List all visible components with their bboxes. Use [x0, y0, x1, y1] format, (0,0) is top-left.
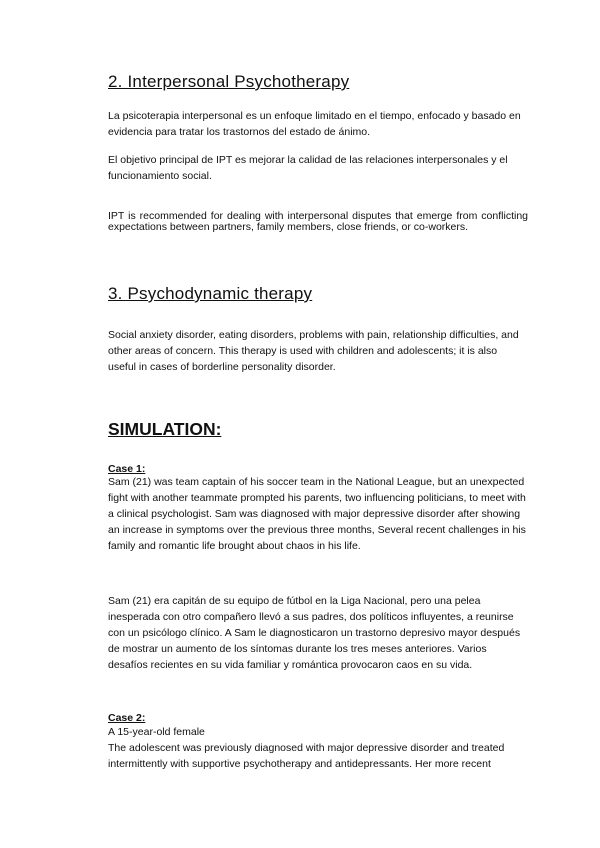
section-2-paragraph-2: El objetivo principal de IPT es mejorar la calidad de las relaciones interpersonales y el funcionamiento social.	[108, 154, 508, 182]
case-2-subtitle: A 15-year-old female	[108, 726, 205, 738]
case-2-label: Case 2:	[108, 712, 146, 724]
section-2-heading: 2. Interpersonal Psychotherapy	[108, 72, 350, 91]
section-2-paragraph-1: La psicoterapia interpersonal es un enfoque limitado en el tiempo, enfocado y basado en evidencia para tratar los trastornos del estado de ánimo.	[108, 110, 521, 138]
simulation-heading: SIMULATION:	[108, 419, 222, 439]
case-2-text: The adolescent was previously diagnosed with major depressive disorder and treated intermittently with supportive psychotherapy and antidepressants. Her more recent	[108, 742, 505, 770]
case-1-spanish-text: Sam (21) era capitán de su equipo de fútbol en la Liga Nacional, pero una pelea inesperada con otro compañero llevó a sus padres, dos políticos influyentes, a reunirse con un psicólogo clínico. A Sam le diagnosticaron un trastorno depresivo mayor después de mostrar un aumento de los síntomas durante los tres meses anteriores. Varios desafíos recientes en su vida familiar y romántica provocaron caos en su vida.	[108, 595, 521, 671]
case-1-english-text: Sam (21) was team captain of his soccer team in the National League, but an unexpected fight with another teammate prompted his parents, two influencing politicians, to meet with a clinical psychologist. Sam was diagnosed with major depressive disorder after showing an increase in symptoms over the previous three months, Several recent challenges in his family and romantic life brought about chaos in his life.	[108, 476, 526, 552]
section-3-paragraph-1: Social anxiety disorder, eating disorders, problems with pain, relationship difficulties, and other areas of concern. This therapy is used with children and adolescents; it is also useful in cases of borderline personality disorder.	[108, 329, 519, 373]
case-1-label: Case 1:	[108, 463, 146, 475]
section-3-heading: 3. Psychodynamic therapy	[108, 284, 313, 303]
section-2-paragraph-3: IPT is recommended for dealing with interpersonal disputes that emerge from conflicting expectations between partners, family members, close friends, or co-workers.	[108, 210, 528, 233]
